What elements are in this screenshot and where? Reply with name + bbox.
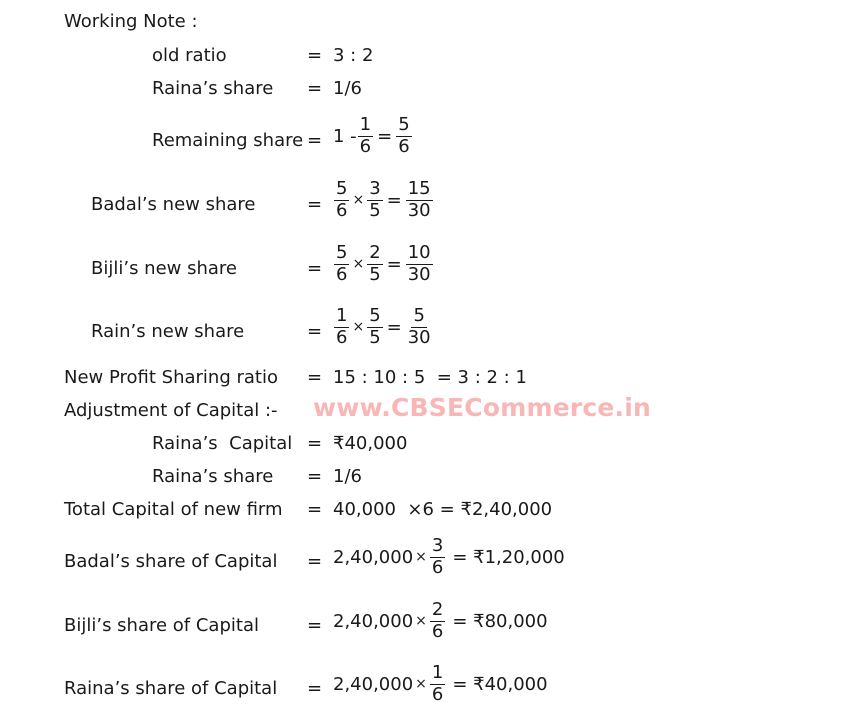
multiply-sign: × (415, 613, 427, 630)
multiply-sign: × (352, 319, 365, 336)
adjustment-raina-share-value: 1/6 (333, 466, 362, 487)
multiply-sign: × (415, 676, 427, 693)
fraction (367, 306, 382, 348)
rain-new-share-label: Rain’s new share (91, 321, 245, 342)
badal-capital-expression (333, 536, 565, 578)
bijli-new-share-label: Bijli’s new share (91, 258, 237, 279)
total-capital-value: 40,000 ×6 = ₹2,40,000 (333, 499, 553, 520)
fraction (430, 600, 445, 642)
fraction-numerator: 5 (336, 178, 348, 199)
adjustment-raina-share-label: Raina’s share (152, 466, 274, 487)
old-ratio-value: 3 : 2 (333, 45, 374, 66)
fraction-numerator: 5 (336, 242, 348, 263)
raina-share-value: 1/6 (333, 78, 362, 99)
bijli-capital-label: Bijli’s share of Capital (64, 615, 259, 636)
working-note-heading: Working Note : (64, 11, 198, 32)
capital-result: = ₹1,20,000 (452, 546, 565, 568)
multiply-sign: × (415, 549, 427, 566)
total-capital-label: Total Capital of new firm (64, 499, 283, 520)
fraction (430, 536, 445, 578)
capital-base: 2,40,000 (333, 610, 414, 632)
capital-base: 2,40,000 (333, 546, 414, 568)
fraction (334, 243, 349, 285)
fraction-denominator: 6 (398, 135, 410, 157)
raina-capital-share-expression (333, 663, 548, 705)
watermark: www.CBSECommerce.in (313, 393, 652, 422)
fraction (358, 115, 373, 157)
fraction-denominator: 6 (431, 620, 444, 642)
fraction (367, 243, 382, 285)
raina-capital-value: ₹40,000 (333, 433, 408, 454)
fraction-denominator: 30 (407, 263, 431, 285)
remaining-one: 1 - (333, 125, 357, 147)
fraction-denominator: 5 (369, 199, 381, 221)
fraction-denominator: 6 (431, 556, 444, 578)
badal-new-share-expression (333, 179, 434, 221)
rain-new-share-expression (333, 306, 434, 348)
fraction-numerator: 2 (369, 242, 381, 263)
capital-result: = ₹80,000 (452, 610, 548, 632)
npsr-label: New Profit Sharing ratio (64, 367, 278, 388)
equals-sign: = (307, 433, 323, 454)
fraction-numerator: 3 (431, 535, 444, 556)
remaining-share-expression (333, 115, 413, 157)
fraction (430, 663, 445, 705)
multiply-sign: × (352, 256, 365, 273)
badal-new-share-label: Badal’s new share (91, 194, 256, 215)
fraction-denominator: 6 (336, 263, 348, 285)
equals-sign: = (307, 130, 323, 151)
fraction-numerator: 5 (413, 305, 425, 326)
bijli-new-share-expression (333, 243, 434, 285)
fraction-numerator: 2 (431, 599, 444, 620)
bijli-capital-expression (333, 600, 548, 642)
raina-capital-label: Raina’s Capital (152, 433, 293, 454)
equals-sign: = (307, 551, 323, 572)
capital-result: = ₹40,000 (452, 673, 548, 695)
fraction (367, 179, 382, 221)
fraction-denominator: 5 (369, 326, 381, 348)
fraction (396, 115, 411, 157)
raina-share-label: Raina’s share (152, 78, 274, 99)
fraction (406, 243, 433, 285)
fraction-denominator: 6 (336, 199, 348, 221)
fraction-numerator: 3 (369, 178, 381, 199)
npsr-value: 15 : 10 : 5 = 3 : 2 : 1 (333, 367, 527, 388)
equals-sign: = (307, 258, 323, 279)
fraction-numerator: 1 (431, 662, 444, 683)
equals-sign: = (307, 466, 323, 487)
multiply-sign: × (352, 192, 365, 209)
fraction-numerator: 1 (336, 305, 348, 326)
equals-sign: = (307, 499, 323, 520)
badal-capital-label: Badal’s share of Capital (64, 551, 278, 572)
equals-sign: = (307, 194, 323, 215)
fraction-numerator: 1 (359, 114, 372, 135)
raina-capital-share-label: Raina’s share of Capital (64, 678, 278, 699)
fraction-denominator: 30 (407, 326, 431, 348)
fraction-denominator: 6 (359, 135, 372, 157)
remaining-share-label: Remaining share (152, 130, 304, 151)
fraction-denominator: 6 (336, 326, 348, 348)
equals-sign: = (307, 367, 323, 388)
equals-sign: = (386, 316, 402, 338)
equals-sign: = (377, 125, 393, 147)
adjustment-heading: Adjustment of Capital :- (64, 400, 278, 421)
fraction-denominator: 6 (431, 683, 444, 705)
fraction (406, 179, 433, 221)
equals-sign: = (307, 678, 323, 699)
fraction (334, 306, 349, 348)
fraction-numerator: 10 (407, 242, 431, 263)
equals-sign: = (386, 253, 402, 275)
fraction (334, 179, 349, 221)
equals-sign: = (307, 45, 323, 66)
fraction-denominator: 30 (407, 199, 431, 221)
equals-sign: = (307, 321, 323, 342)
equals-sign: = (386, 189, 402, 211)
equals-sign: = (307, 615, 323, 636)
fraction-numerator: 5 (398, 114, 410, 135)
fraction (406, 306, 433, 348)
fraction-numerator: 15 (407, 178, 431, 199)
equals-sign: = (307, 78, 323, 99)
fraction-denominator: 5 (369, 263, 381, 285)
fraction-numerator: 5 (369, 305, 381, 326)
capital-base: 2,40,000 (333, 673, 414, 695)
old-ratio-label: old ratio (152, 45, 227, 66)
